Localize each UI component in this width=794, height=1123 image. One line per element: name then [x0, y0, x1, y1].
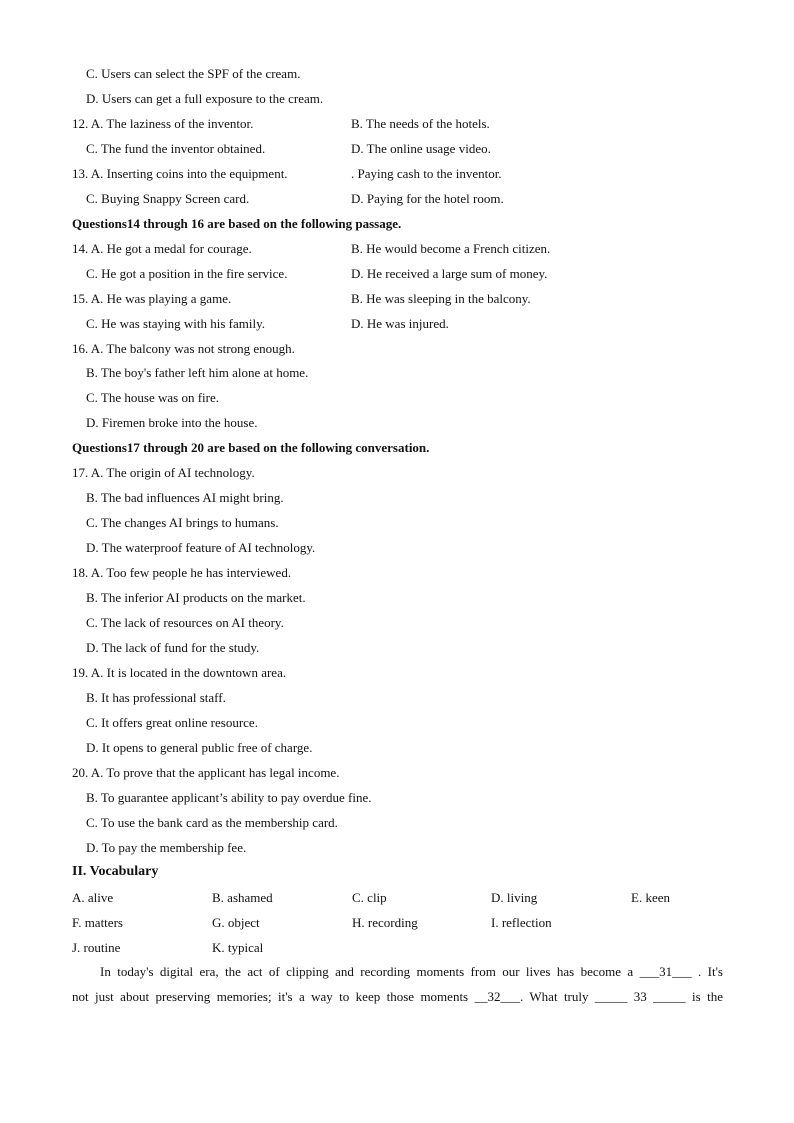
word-option-b: B. ashamed [212, 890, 273, 905]
q15-option-c: C. He was staying with his family. [86, 316, 265, 331]
q19-option-a: 19. A. It is located in the downtown area. [72, 665, 287, 680]
word-option-f: F. matters [72, 915, 123, 930]
q13-option-d: D. Paying for the hotel room. [351, 191, 504, 206]
q17-option-b: B. The bad influences AI might bring. [86, 490, 284, 505]
q18-option-b: B. The inferior AI products on the market. [86, 590, 306, 605]
word-option-k: K. typical [212, 940, 264, 955]
passage-line-2: not just about preserving memories; it's a way to keep those moments __32___. What truly _____ 33 _____ is the [72, 989, 723, 1004]
vocabulary-heading: II. Vocabulary [72, 864, 159, 879]
q14-option-c: C. He got a position in the fire service. [86, 266, 288, 281]
word-option-g: G. object [212, 915, 260, 930]
q16-option-d: D. Firemen broke into the house. [86, 415, 258, 430]
word-option-e: E. keen [631, 890, 670, 905]
word-option-i: I. reflection [491, 915, 552, 930]
q11-option-d: D. Users can get a full exposure to the cream. [86, 91, 324, 106]
q20-option-a: 20. A. To prove that the applicant has legal income. [72, 765, 340, 780]
q14-option-b: B. He would become a French citizen. [351, 241, 551, 256]
q12-option-d: D. The online usage video. [351, 141, 491, 156]
q12-option-c: C. The fund the inventor obtained. [86, 141, 266, 156]
word-option-j: J. routine [72, 940, 121, 955]
q20-option-c: C. To use the bank card as the membership card. [86, 815, 338, 830]
q18-option-c: C. The lack of resources on AI theory. [86, 615, 284, 630]
q15-option-b: B. He was sleeping in the balcony. [351, 291, 531, 306]
word-option-a: A. alive [72, 890, 114, 905]
q17-option-a: 17. A. The origin of AI technology. [72, 465, 255, 480]
q14-option-a: 14. A. He got a medal for courage. [72, 241, 252, 256]
q12-option-b: B. The needs of the hotels. [351, 116, 490, 131]
q13-option-a: 13. A. Inserting coins into the equipment. [72, 166, 288, 181]
word-option-h: H. recording [352, 915, 418, 930]
word-option-d: D. living [491, 890, 538, 905]
passage-line-1: In today's digital era, the act of clipping and recording moments from our lives has become a ___31___ . It's [100, 964, 723, 979]
q19-option-d: D. It opens to general public free of charge. [86, 740, 313, 755]
q16-option-b: B. The boy's father left him alone at home. [86, 365, 309, 380]
q17-option-d: D. The waterproof feature of AI technology. [86, 540, 316, 555]
q15-option-a: 15. A. He was playing a game. [72, 291, 232, 306]
q19-option-c: C. It offers great online resource. [86, 715, 258, 730]
section-heading-14-16: Questions14 through 16 are based on the following passage. [72, 216, 402, 231]
q18-option-a: 18. A. Too few people he has interviewed. [72, 565, 292, 580]
q13-option-c: C. Buying Snappy Screen card. [86, 191, 250, 206]
q14-option-d: D. He received a large sum of money. [351, 266, 548, 281]
q19-option-b: B. It has professional staff. [86, 690, 226, 705]
q20-option-d: D. To pay the membership fee. [86, 840, 247, 855]
q20-option-b: B. To guarantee applicant’s ability to pay overdue fine. [86, 790, 372, 805]
word-option-c: C. clip [352, 890, 387, 905]
q13-option-b: . Paying cash to the inventor. [351, 166, 502, 181]
section-heading-17-20: Questions17 through 20 are based on the following conversation. [72, 440, 430, 455]
q12-option-a: 12. A. The laziness of the inventor. [72, 116, 254, 131]
q16-option-a: 16. A. The balcony was not strong enough. [72, 341, 295, 356]
q18-option-d: D. The lack of fund for the study. [86, 640, 260, 655]
q15-option-d: D. He was injured. [351, 316, 449, 331]
q11-option-c: C. Users can select the SPF of the cream. [86, 66, 301, 81]
q16-option-c: C. The house was on fire. [86, 390, 219, 405]
q17-option-c: C. The changes AI brings to humans. [86, 515, 279, 530]
